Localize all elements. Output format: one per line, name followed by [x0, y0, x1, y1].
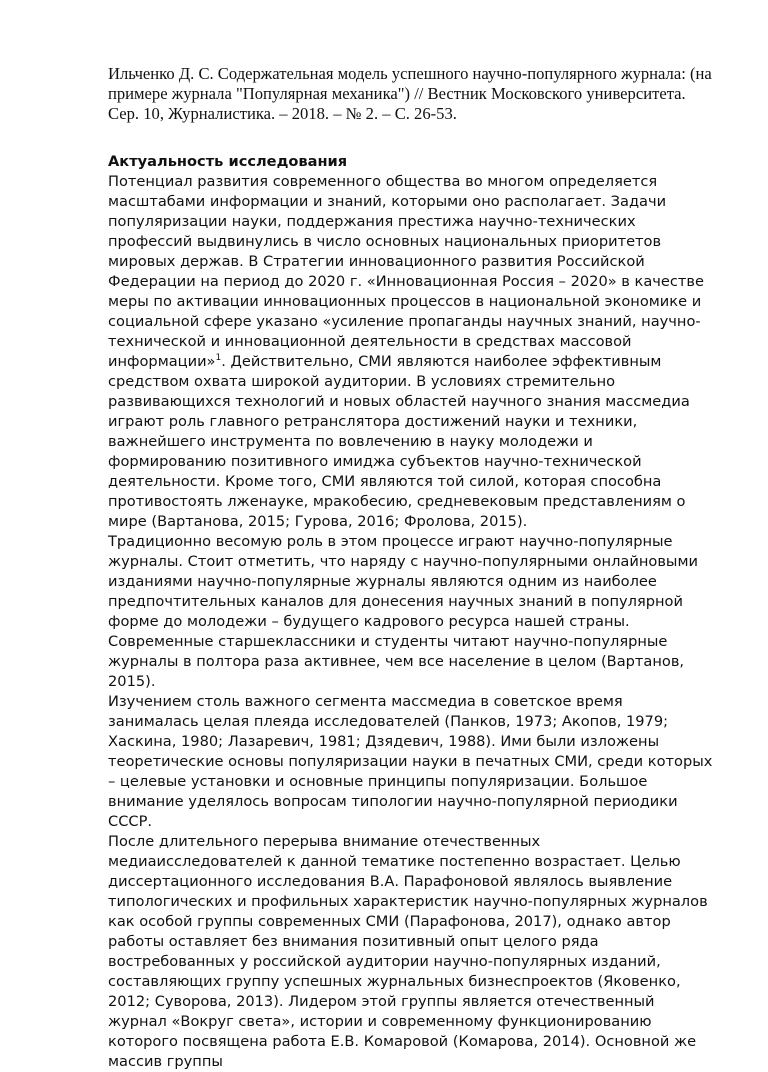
bibliographic-citation: Ильченко Д. С. Содержательная модель успешного научно-популярного журнала: (на примере журнала "Популярная механика") // Вестник Московского университета. Сер. 10, Журналистика. – 2018. – № 2. – С. 26-53.	[108, 64, 712, 123]
footnote-marker[interactable]: 1	[215, 353, 222, 363]
paragraph-1-text-before-note: Потенциал развития современного общества во многом определяется масштабами информации и знаний, которыми оно располагает. Задачи популяризации науки, поддержания престижа научно-технических профессий выдвинулись в число основных национальных приоритетов мировых держав. В Стратегии инновационного развития Российской Федерации на период до 2020 г. «Инновационная Россия – 2020» в качестве меры по активации инновационных процессов в национальной экономике и социальной сфере указано «усиление пропаганды научных знаний, научно-технической и инновационной деятельности в средствах массовой информации»	[108, 173, 705, 370]
section-heading: Актуальность исследования	[108, 153, 348, 170]
paragraph-3: Изучением столь важного сегмента массмедиа в советское время занималась целая плеяда исследователей (Панков, 1973; Акопов, 1979; Хаскина, 1980; Лазаревич, 1981; Дзядевич, 1988). Ими были изложены теоретические основы популяризации науки в печатных СМИ, среди которых – целевые установки и основные принципы популяризации. Большое внимание уделялось вопросам типологии научно-популярной периодики СССР.	[108, 693, 713, 830]
paragraph-1-text-after-note: . Действительно, СМИ являются наиболее эффективным средством охвата широкой аудитории. В условиях стремительно развивающихся технологий и новых областей научного знания массмедиа играют роль главного ретранслятора достижений науки и техники, важнейшего инструмента по вовлечению в науку молодежи и формированию позитивного имиджа субъектов научно-технической деятельности. Кроме того, СМИ являются той силой, которая способна противостоять лженауке, мракобесию, средневековым представлениям о мире (Вартанова, 2015; Гурова, 2016; Фролова, 2015).	[108, 353, 690, 530]
paragraph-1	[108, 172, 714, 532]
article-section	[108, 152, 714, 1072]
paragraph-2: Традиционно весомую роль в этом процессе играют научно-популярные журналы. Стоит отметить, что наряду с научно-популярными онлайновыми изданиями научно-популярные журналы являются одним из наиболее предпочтительных каналов для донесения научных знаний в популярной форме до молодежи – будущего кадрового ресурса нашей страны. Современные старшеклассники и студенты читают научно-популярные журналы в полтора раза активнее, чем все население в целом (Вартанов, 2015).	[108, 533, 698, 690]
paragraph-4: После длительного перерыва внимание отечественных медиаисследователей к данной тематике постепенно возрастает. Целью диссертационного исследования В.А. Парафоновой являлось выявление типологических и профильных характеристик научно-популярных журналов как особой группы современных СМИ (Парафонова, 2017), однако автор работы оставляет без внимания позитивный опыт целого ряда востребованных у российской аудитории научно-популярных изданий, составляющих группу успешных журнальных бизнеспроектов (Яковенко, 2012; Суворова, 2013). Лидером этой группы является отечественный журнал «Вокруг света», истории и современному функционированию которого посвящена работа Е.В. Комаровой (Комарова, 2014). Основной же массив группы	[108, 833, 708, 1070]
